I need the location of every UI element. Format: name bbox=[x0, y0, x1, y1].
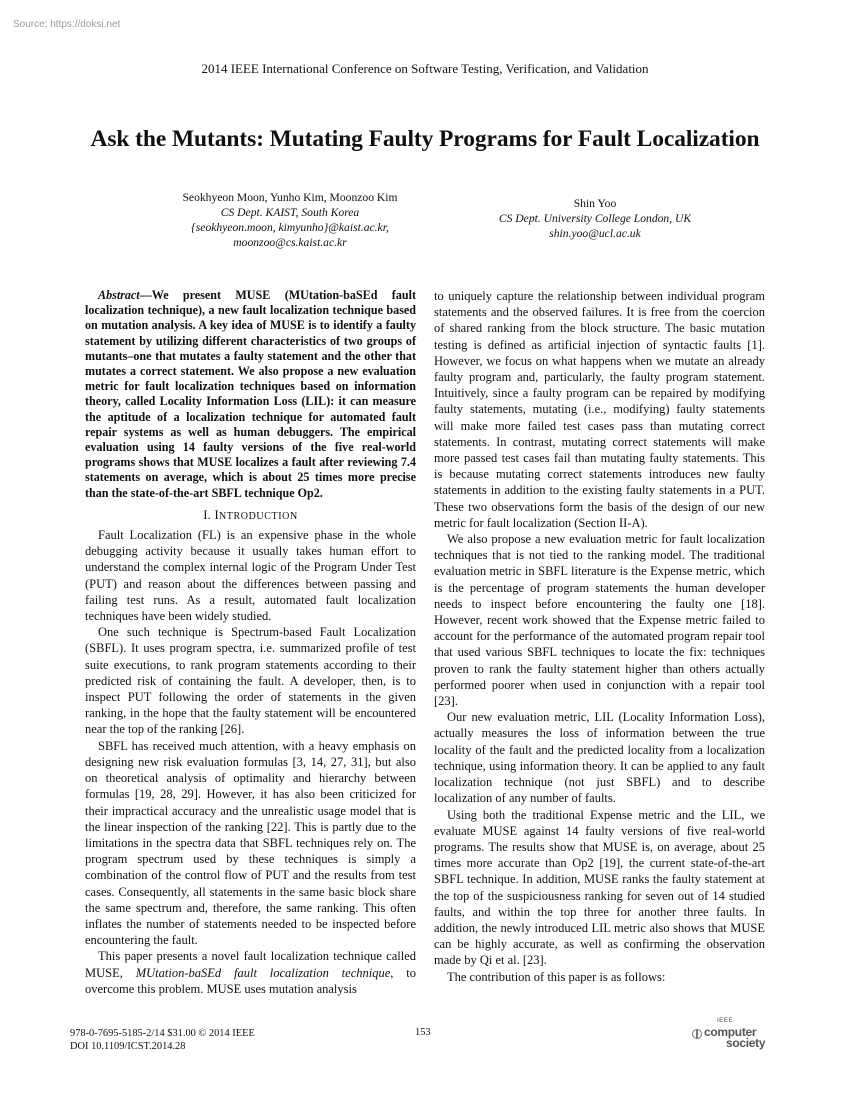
abstract bbox=[85, 288, 416, 501]
isbn-line: 978-0-7695-5185-2/14 $31.00 © 2014 IEEE bbox=[70, 1028, 255, 1039]
left-column bbox=[85, 288, 416, 997]
body-paragraph: SBFL has received much attention, with a heavy emphasis on designing new risk evaluation formulas [3, 14, 27, 31], but also on theoretical analysis of optimality and hierarchy between formulas [19, 28, 29]. However, it has also been criticized for their impractical accuracy and the unrealistic usage model that is the linear inspection of the ranking [22]. This is partly due to the limitations in the spectra data that SBFL techniques rely on. The program spectrum used by these techniques is simply a combination of the control flow of PUT and the results from test cases. Consequently, all statements in the same basic block share the same spectrum and, therefore, the same ranking. This often inflates the number of statements needed to be inspected before encountering the fault. bbox=[85, 738, 416, 948]
abstract-label: Abstract bbox=[98, 288, 140, 302]
footer-copyright bbox=[70, 1027, 255, 1053]
abstract-dash: — bbox=[139, 288, 152, 302]
author-names: Shin Yoo bbox=[573, 197, 617, 210]
body-paragraph: We also propose a new evaluation metric for fault localization techniques that is not tied to the ranking model. The traditional evaluation metric in SBFL literature is the Expense metric, which is the percentage of program statements the human developer needs to inspect before encountering the faulty one [18]. However, recent work showed that the Expense metric failed to account for the performance of the automated program repair tool that used various SBFL techniques to locate the fix: techniques proven to rank the faulty statement higher than others actually performed poorer when used in conjunction with a repair tool [23]. bbox=[434, 532, 765, 709]
ieee-computer-society-logo bbox=[692, 1017, 770, 1051]
page-number: 153 bbox=[415, 1027, 431, 1038]
body-paragraph: Using both the traditional Expense metric and the LIL, we evaluate MUSE against 14 faulty versions of five real-world programs. The results show that MUSE is, on average, about 25 times more accurate than Op2 [19], the current state-of-the-art SBFL technique. In addition, MUSE ranks the faulty statement at the top of the suspiciousness ranking for seven out of 14 studied faults, and within the top three for another three faults. In addition, the newly introduced LIL metric also shows that MUSE can be highly accurate, as well as confirming the observation made by Qi et al. [23]. bbox=[434, 807, 765, 968]
author-names: Seokhyeon Moon, Yunho Kim, Moonzoo Kim bbox=[182, 191, 398, 204]
section-heading-introduction bbox=[85, 507, 416, 525]
body-paragraph: The contribution of this paper is as follows: bbox=[447, 969, 666, 984]
section-rest: NTRODUCTION bbox=[218, 510, 298, 522]
body-paragraph bbox=[85, 948, 416, 997]
doi-line: DOI 10.1109/ICST.2014.28 bbox=[70, 1041, 186, 1052]
logo-society-text: society bbox=[726, 1036, 766, 1050]
paragraph-text: This paper presents a novel fault localization technique called MUSE, bbox=[85, 949, 416, 980]
author-email: {seokhyeon.moon, kimyunho}@kaist.ac.kr, moonzoo@cs.kaist.ac.kr bbox=[191, 221, 389, 249]
body-paragraph: Our new evaluation metric, LIL (Locality Information Loss), actually measures the loss of information between the true locality of the fault and the predicted locality from a localization technique, using information theory. It can be applied to any fault localization technique (not just SBFL) and to describe localization of any number of faults. bbox=[434, 710, 765, 806]
paragraph-text: , to overcome this problem. MUSE uses mutation analysis bbox=[85, 965, 416, 996]
conference-header: 2014 IEEE International Conference on Software Testing, Verification, and Validation bbox=[201, 61, 649, 76]
section-number: I. bbox=[203, 507, 212, 522]
ieee-cs-logo-icon bbox=[692, 1029, 702, 1039]
author-email: shin.yoo@ucl.ac.uk bbox=[549, 227, 641, 240]
body-paragraph: One such technique is Spectrum-based Fault Localization (SBFL). It uses program spectra, i.e. summarized profile of test suite executions, to rank program statements according to their predicted risk of containing the fault. A developer, then, is to inspect PUT following the order of statements in the given ranking, in the hope that the faulty statement will be encountered near the top of the ranking [26]. bbox=[85, 625, 416, 737]
author-affiliation: CS Dept. University College London, UK bbox=[498, 212, 692, 225]
section-initial: I bbox=[214, 507, 219, 522]
logo-computer-text: computer bbox=[704, 1025, 757, 1039]
body-paragraph: Fault Localization (FL) is an expensive phase in the whole debugging activity because it usually takes human effort to understand the complex internal logic of the Program Under Test (PUT) and reason about the differences between passing and failing test runs. As a result, automated fault localization techniques have been widely studied. bbox=[85, 528, 416, 624]
author-block-kaist bbox=[140, 190, 440, 250]
author-affiliation: CS Dept. KAIST, South Korea bbox=[220, 206, 360, 219]
abstract-text: We present MUSE (MUtation-baSEd fault localization technique), a new fault localization technique based on mutation analysis. A key idea of MUSE is to identify a faulty statement by utilizing different characteristics of two groups of mutants–one that mutates a faulty statement and the other that mutates a correct statement. We also propose a new evaluation metric for fault localization techniques based on information theory, called Locality Information Loss (LIL): it can measure the aptitude of a localization technique for automated fault repair systems as well as human debuggers. The empirical evaluation using 14 faulty versions of the five real-world programs shows that MUSE localizes a fault after reviewing 7.4 statements on average, which is about 25 times more precise than the state-of-the-art SBFL technique Op2. bbox=[85, 288, 416, 500]
paper-title: Ask the Mutants: Mutating Faulty Programs for Fault Localization bbox=[90, 126, 760, 152]
right-column bbox=[434, 288, 765, 985]
body-paragraph: to uniquely capture the relationship between individual program statements and the observed failures. It is free from the coercion of shared ranking from the block structure. The basic mutation testing is defined as artificial injection of syntactic faults [1]. However, we focus on what happens when we mutate an already faulty program and, particularly, the faulty program statement. Intuitively, since a faulty program can be repaired by modifying faulty statements, mutating (i.e., modifying) faulty statements will make more failed test cases pass than mutating correct statements. In contrast, mutating correct statements will make more passed test cases fail than mutating faulty statements. This is because mutating correct statements introduces new faulty statements in addition to the existing faulty statements in a PUT. These two observations form the basis of the design of our new metric for fault localization (Section II-A). bbox=[434, 289, 765, 530]
source-watermark: Source: https://doksi.net bbox=[13, 19, 121, 30]
author-block-ucl bbox=[470, 196, 720, 241]
logo-ieee-text: IEEE bbox=[717, 1017, 734, 1024]
muse-expansion-emphasis: MUtation-baSEd fault localization technique bbox=[135, 965, 391, 980]
